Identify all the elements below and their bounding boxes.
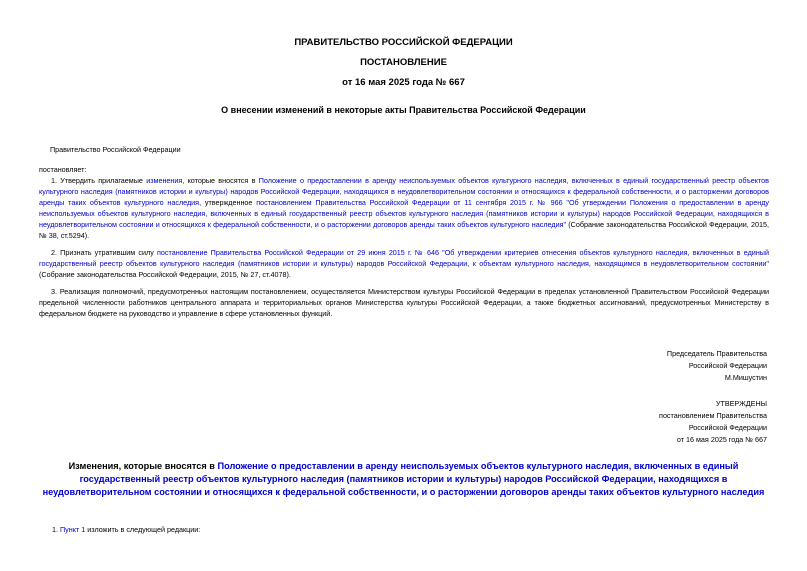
document-title: О внесении изменений в некоторые акты Правительства Российской Федерации xyxy=(221,105,586,115)
item-1 xyxy=(52,524,782,535)
paragraph-1 xyxy=(39,175,769,241)
item1-link[interactable]: Пункт 1 xyxy=(60,525,86,534)
approved-line-3: от 16 мая 2025 года № 667 xyxy=(676,435,767,444)
item1-text-a: 1. xyxy=(52,525,60,534)
approved-word: УТВЕРЖДЕНЫ xyxy=(715,399,767,408)
signature-line-2: Российской Федерации xyxy=(688,361,767,370)
p1-text-c: , утвержденное xyxy=(199,198,257,207)
resolution-646-link[interactable]: постановление Правительства Российской Федерации от 29 июня 2015 г. № 646 "Об утверждении критериев отнесения объектов культурного наследия, включенных в единый государственный реестр объектов культурного наследия (памятников истории и культуры) народов Российской Федерации, к объектам культурного наследия, находящимся в неудовлетворительном состоянии" xyxy=(39,248,769,268)
p1-text-a: 1. Утвердить прилагаемые xyxy=(51,176,147,185)
changes-title xyxy=(35,460,772,499)
header-doc-type: ПОСТАНОВЛЕНИЕ xyxy=(360,57,447,68)
regulation-link[interactable]: Положение о предоставлении в аренду неиспользуемых объектов культурного наследия, включенных в единый государственный реестр объектов культурного наследия (памятников истории и культуры) народов Российской Федерации, находящихся в неудовлетворительном состоянии и относящихся к федеральной собственности, и о расторжении договоров аренды таких объектов культурного наследия xyxy=(39,176,769,207)
p2-text-a: 2. Признать утратившим силу xyxy=(51,248,157,257)
resolution-966-link[interactable]: постановлением Правительства Российской Федерации от 11 сентября 2015 г. № 966 "Об утверждении Положения о предоставлении в аренду неиспользуемых объектов культурного наследия, включенных в единый государственный реестр объектов культурного наследия (памятников истории и культуры) народов Российской Федерации, находящихся в неудовлетворительном состоянии и относящихся к федеральной собственности, и о расторжении договоров аренды таких объектов культурного наследия" xyxy=(39,198,769,229)
changes-link[interactable]: изменения xyxy=(146,176,183,185)
header-government: ПРАВИТЕЛЬСТВО РОССИЙСКОЙ ФЕДЕРАЦИИ xyxy=(294,37,513,48)
p1-text-d: (Собрание законодательства Российской Федерации, 2015, № 38, ст.5294). xyxy=(39,220,769,240)
paragraph-3: 3. Реализация полномочий, предусмотренных настоящим постановлением, осуществляется Министерством культуры Российской Федерации в пределах установленной Правительством Российской Федерации предельной численности работников центрального аппарата и территориальных органов Министерства культуры Российской Федерации, а также бюджетных ассигнований, предусмотренных Министерству в федеральном бюджете на руководство и управление в сфере установленных функций. xyxy=(39,287,769,318)
item1-text-b: изложить в следующей редакции: xyxy=(85,525,201,534)
p2-text-b: (Собрание законодательства Российской Федерации, 2015, № 27, ст.4078). xyxy=(39,270,291,279)
changes-title-text: Изменения, которые вносятся в xyxy=(68,461,218,471)
signature-line-1: Председатель Правительства xyxy=(666,349,767,358)
approved-line-1: постановлением Правительства xyxy=(659,411,767,420)
approved-line-2: Российской Федерации xyxy=(688,423,767,432)
p1-text-b: , которые вносятся в xyxy=(182,176,259,185)
decrees-text: постановляет: xyxy=(39,165,87,174)
signature-block xyxy=(667,348,767,384)
changes-regulation-link[interactable]: Положение о предоставлении в аренду неиспользуемых объектов культурного наследия, включенных в единый государственный реестр объектов культурного наследия (памятников истории и культуры) народов Российской Федерации, находящихся в неудовлетворительном состоянии и относящихся к федеральной собственности, и о расторжении договоров аренды таких объектов культурного наследия xyxy=(42,461,765,497)
intro-text: Правительство Российской Федерации xyxy=(50,145,181,154)
approval-block xyxy=(659,398,767,446)
signature-name: М.Мишустин xyxy=(724,373,767,382)
paragraph-2 xyxy=(39,247,769,280)
header-date-number: от 16 мая 2025 года № 667 xyxy=(342,77,465,88)
